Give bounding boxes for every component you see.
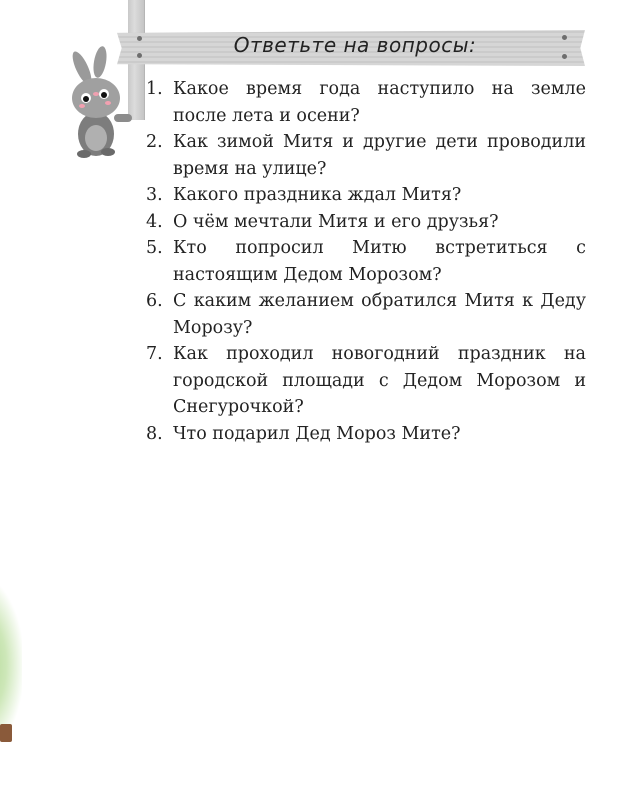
question-item: 1. Какое время года наступило на земле после лета и осени?	[146, 79, 586, 126]
question-item: 3. Какого праздника ждал Митя?	[146, 185, 462, 205]
question-item: 7. Как проходил новогодний праздник на городской площади с Дедом Морозом и Снегурочкой?	[146, 344, 586, 417]
nail-icon	[137, 53, 142, 58]
nail-icon	[562, 54, 567, 59]
nail-icon	[137, 36, 142, 41]
question-item: 8. Что подарил Дед Мороз Мите?	[146, 423, 461, 444]
question-item: 6. С каким желанием обратился Митя к Деду Морозу?	[146, 291, 586, 338]
question-item: 5. Кто попросил Митю встретиться с настоящим Дедом Морозом?	[146, 238, 586, 285]
nail-icon	[562, 35, 567, 40]
bunny-icon	[64, 46, 136, 158]
branch-decoration	[0, 724, 12, 742]
questions-list	[146, 76, 586, 447]
question-item: 2. Как зимой Митя и другие дети проводили время на улице?	[146, 132, 586, 179]
question-item: 4. О чём мечтали Митя и его друзья?	[146, 211, 499, 232]
section-title: Ответьте на вопросы:	[233, 33, 477, 57]
